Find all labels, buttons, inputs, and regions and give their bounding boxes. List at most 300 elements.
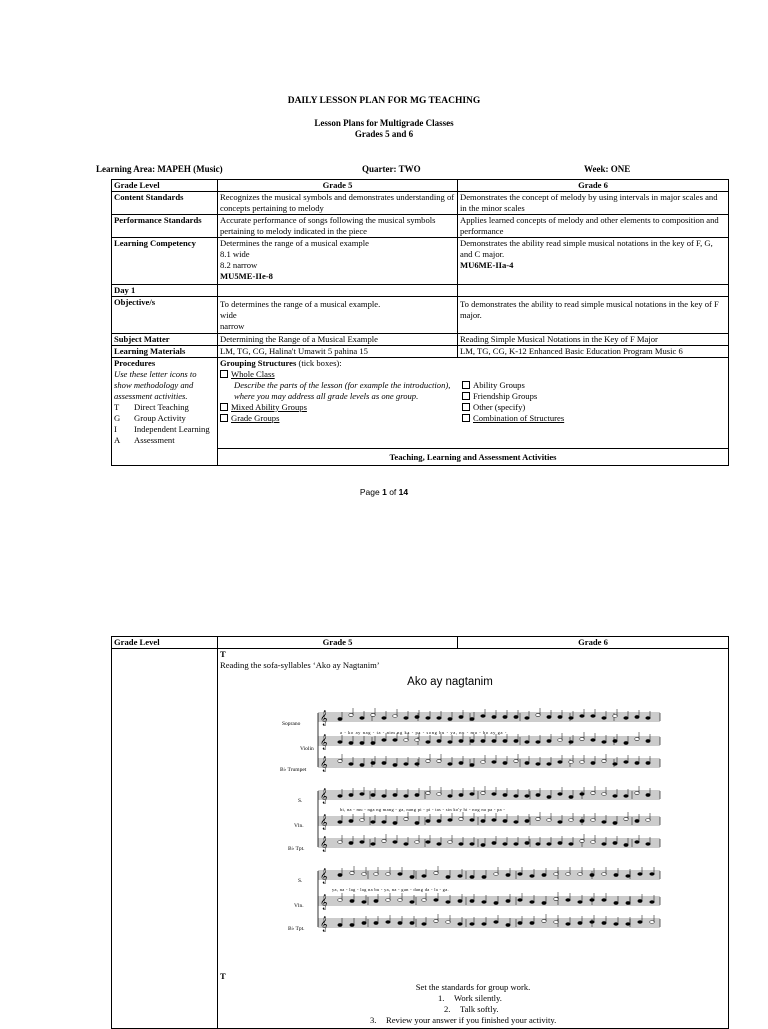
- note-head: [503, 820, 507, 823]
- header-grade-5: Grade 5: [218, 180, 458, 192]
- note-head: [382, 762, 386, 765]
- instrument-vln-3: Vln.: [294, 903, 304, 909]
- note-head: [374, 873, 378, 876]
- instrument-tpt-3: B♭ Tpt.: [288, 926, 305, 932]
- note-head: [371, 821, 375, 824]
- performance-standards-g6: Applies learned concepts of melody and other elements to composition and performance: [458, 215, 729, 238]
- note-head: [437, 760, 441, 763]
- procedures-instructions: Use these letter icons to show methodology and assessment activities.: [114, 369, 197, 401]
- page-of: of: [386, 487, 399, 497]
- activities-left-cell: [112, 649, 218, 1029]
- content-standards-g6: Demonstrates the concept of melody by using intervals in major scales and in the minor scales: [458, 192, 729, 215]
- quarter: Quarter: TWO: [362, 164, 421, 174]
- note-head: [338, 924, 342, 927]
- note-head: [613, 715, 617, 718]
- note-head: [470, 876, 474, 879]
- other-label: Other (specify): [473, 402, 526, 412]
- note-head: [547, 763, 551, 766]
- note-head: [422, 899, 426, 902]
- note-head: [536, 714, 540, 717]
- note-head: [613, 795, 617, 798]
- note-head: [525, 741, 529, 744]
- note-head: [514, 740, 518, 743]
- lyrics-line-3: ya, na - lag - lag na bu - ya, na - gan - dang da - la - ga.: [332, 887, 449, 892]
- note-head: [569, 819, 573, 822]
- note-head: [503, 794, 507, 797]
- tla-header: Teaching, Learning and Assessment Activities: [218, 449, 729, 466]
- instrument-soprano: Soprano: [282, 721, 301, 727]
- checkbox-combination[interactable]: [462, 413, 564, 424]
- note-head: [566, 923, 570, 926]
- row-label-learning-competency: Learning Competency: [112, 238, 218, 285]
- note-head: [458, 875, 462, 878]
- note-head: [536, 741, 540, 744]
- lyrics-line-2: bi, na - mu - nga ng mang - ga, nang pi - pi - tas - sin ko'y hi - nog na pa - pa -: [340, 807, 506, 812]
- standard-item: [220, 1004, 726, 1015]
- note-head: [482, 923, 486, 926]
- note-head: [602, 760, 606, 763]
- objective-g5-text: To determines the range of a musical example.: [220, 299, 381, 309]
- note-head: [415, 841, 419, 844]
- note-head: [530, 901, 534, 904]
- note-head: [422, 875, 426, 878]
- note-head: [434, 920, 438, 923]
- note-head: [404, 843, 408, 846]
- note-head: [566, 873, 570, 876]
- note-head: [374, 922, 378, 925]
- note-head: [404, 818, 408, 821]
- instrument-vln-2: Vln.: [294, 823, 304, 829]
- page-total: 14: [398, 487, 409, 497]
- note-head: [635, 841, 639, 844]
- learning-competency-g6: [458, 238, 729, 285]
- content-standards-g5: Recognizes the musical symbols and demonstrates understanding of concepts pertaining to melody: [218, 192, 458, 215]
- note-head: [638, 900, 642, 903]
- note-head: [338, 899, 342, 902]
- note-head: [481, 715, 485, 718]
- note-head: [470, 923, 474, 926]
- note-head: [591, 819, 595, 822]
- note-head: [558, 842, 562, 845]
- note-head: [536, 843, 540, 846]
- note-head: [448, 819, 452, 822]
- objective-g5-narrow: narrow: [220, 321, 245, 331]
- instrument-trumpet: B♭ Trumpet: [280, 767, 307, 773]
- checkbox-icon[interactable]: [462, 392, 470, 400]
- note-head: [542, 902, 546, 905]
- note-head: [426, 760, 430, 763]
- song-title: Ako ay nagtanim: [407, 676, 493, 688]
- note-head: [393, 764, 397, 767]
- note-head: [602, 793, 606, 796]
- checkbox-other[interactable]: [462, 402, 564, 413]
- learning-materials-g6: LM, TG, CG, K-12 Enhanced Basic Education Program Music 6: [458, 346, 729, 358]
- note-head: [626, 923, 630, 926]
- checkbox-icon[interactable]: [462, 381, 470, 389]
- note-head: [492, 740, 496, 743]
- note-head: [470, 740, 474, 743]
- note-head: [494, 902, 498, 905]
- note-head: [481, 740, 485, 743]
- note-head: [448, 718, 452, 721]
- page-prefix: Page: [359, 487, 383, 497]
- sheet-music-image: [220, 671, 680, 971]
- row-label-content-standards: Content Standards: [112, 192, 218, 215]
- note-head: [602, 717, 606, 720]
- note-head: [547, 843, 551, 846]
- note-head: [503, 762, 507, 765]
- note-head: [558, 716, 562, 719]
- note-head: [503, 740, 507, 743]
- note-head: [614, 874, 618, 877]
- learning-competency-g5: [218, 238, 458, 285]
- note-head: [410, 922, 414, 925]
- note-head: [393, 739, 397, 742]
- note-head: [626, 875, 630, 878]
- note-head: [338, 841, 342, 844]
- note-head: [554, 898, 558, 901]
- legend-letter: T: [114, 402, 120, 412]
- note-head: [624, 844, 628, 847]
- note-head: [492, 819, 496, 822]
- note-head: [470, 718, 474, 721]
- note-head: [422, 923, 426, 926]
- note-head: [382, 717, 386, 720]
- note-head: [580, 738, 584, 741]
- checkbox-ability-groups[interactable]: [462, 380, 564, 391]
- learning-area: Learning Area: MAPEH (Music): [96, 164, 223, 174]
- note-head: [514, 760, 518, 763]
- activities-table: [111, 636, 729, 1029]
- note-head: [371, 762, 375, 765]
- note-head: [393, 715, 397, 718]
- legend-text: Direct Teaching: [134, 402, 189, 412]
- objective-g5-wide: wide: [220, 310, 237, 320]
- row-label-learning-materials: Learning Materials: [112, 346, 218, 358]
- note-head: [646, 819, 650, 822]
- note-head: [530, 875, 534, 878]
- note-head: [458, 900, 462, 903]
- note-head: [646, 762, 650, 765]
- note-head: [371, 794, 375, 797]
- treble-clef-icon: 𝄞: [320, 837, 328, 852]
- checkbox-friendship-groups[interactable]: [462, 391, 564, 402]
- note-head: [518, 873, 522, 876]
- treble-clef-icon: 𝄞: [320, 757, 328, 772]
- note-head: [415, 822, 419, 825]
- note-head: [536, 794, 540, 797]
- note-head: [448, 741, 452, 744]
- note-head: [360, 793, 364, 796]
- note-head: [650, 921, 654, 924]
- note-head: [470, 793, 474, 796]
- note-head: [635, 762, 639, 765]
- note-head: [650, 901, 654, 904]
- note-head: [591, 762, 595, 765]
- note-head: [393, 794, 397, 797]
- combination-label: Combination of Structures: [473, 413, 565, 423]
- mixed-ability-label: Mixed Ability Groups: [231, 402, 307, 412]
- procedures-label: Procedures: [114, 358, 156, 368]
- checkbox-icon[interactable]: [220, 370, 228, 378]
- competency-g5-wide: 8.1 wide: [220, 249, 250, 259]
- grouping-right-column: [462, 380, 564, 424]
- note-head: [646, 740, 650, 743]
- note-head: [362, 873, 366, 876]
- page-number: [0, 487, 768, 498]
- note-head: [580, 820, 584, 823]
- note-head: [624, 742, 628, 745]
- note-head: [338, 874, 342, 877]
- note-head: [362, 901, 366, 904]
- standard-text: Talk softly.: [460, 1004, 499, 1014]
- note-head: [506, 874, 510, 877]
- note-head: [360, 841, 364, 844]
- note-head: [382, 840, 386, 843]
- friendship-groups-label: Friendship Groups: [473, 391, 538, 401]
- whole-class-description: Describe the parts of the lesson (for example the introduction), where you may address all grade levels as one group.: [234, 380, 451, 401]
- note-head: [404, 795, 408, 798]
- treble-clef-icon: 𝄞: [320, 869, 328, 884]
- standard-text: Work silently.: [454, 993, 502, 1003]
- note-head: [580, 715, 584, 718]
- note-head: [492, 793, 496, 796]
- note-head: [514, 821, 518, 824]
- performance-standards-g5: Accurate performance of songs following the musical symbols pertaining to melody indicated in the piece: [218, 215, 458, 238]
- subject-matter-g6: Reading Simple Musical Notations in the Key of F Major: [458, 334, 729, 346]
- note-head: [349, 820, 353, 823]
- instrument-violin: Violin: [300, 746, 314, 752]
- note-head: [494, 921, 498, 924]
- note-head: [506, 924, 510, 927]
- note-head: [415, 739, 419, 742]
- row-label-day: Day 1: [112, 285, 218, 297]
- note-head: [514, 843, 518, 846]
- note-head: [459, 794, 463, 797]
- checkbox-icon[interactable]: [462, 414, 470, 422]
- note-head: [398, 899, 402, 902]
- note-head: [482, 876, 486, 879]
- note-head: [492, 761, 496, 764]
- reading-instruction: Reading the sofa-syllables ‘Ako ay Nagtanim’: [220, 660, 380, 670]
- note-head: [602, 821, 606, 824]
- note-head: [426, 820, 430, 823]
- note-head: [459, 818, 463, 821]
- note-head: [525, 717, 529, 720]
- note-head: [371, 843, 375, 846]
- note-head: [382, 739, 386, 742]
- note-head: [547, 796, 551, 799]
- note-head: [578, 873, 582, 876]
- note-head: [503, 843, 507, 846]
- note-head: [542, 874, 546, 877]
- header-grade-5-2: Grade 5: [218, 637, 458, 649]
- legend-text: Independent Learning: [134, 424, 210, 434]
- note-head: [398, 922, 402, 925]
- note-head: [525, 820, 529, 823]
- note-head: [547, 819, 551, 822]
- activities-content-cell: [218, 649, 729, 1029]
- note-head: [558, 761, 562, 764]
- treble-clef-icon: 𝄞: [320, 917, 328, 932]
- competency-g5-text: Determines the range of a musical example: [220, 238, 369, 248]
- note-head: [590, 874, 594, 877]
- note-head: [635, 716, 639, 719]
- competency-g5-narrow: 8.2 narrow: [220, 260, 258, 270]
- standard-number: 1.: [438, 993, 445, 1003]
- note-head: [635, 820, 639, 823]
- note-head: [437, 843, 441, 846]
- note-head: [547, 716, 551, 719]
- note-head: [635, 792, 639, 795]
- note-head: [437, 740, 441, 743]
- note-head: [434, 899, 438, 902]
- day-g5: [218, 285, 458, 297]
- note-head: [591, 841, 595, 844]
- note-head: [602, 899, 606, 902]
- grade-groups-label: Grade Groups: [231, 413, 280, 423]
- note-head: [459, 762, 463, 765]
- note-head: [569, 796, 573, 799]
- standard-number: 2.: [444, 1004, 451, 1014]
- header-grade-level: Grade Level: [112, 180, 218, 192]
- standard-item: [220, 993, 726, 1004]
- note-head: [506, 900, 510, 903]
- header-grade-6-2: Grade 6: [458, 637, 729, 649]
- instrument-s-2: S.: [298, 798, 303, 804]
- note-head: [446, 876, 450, 879]
- treble-clef-icon: 𝄞: [320, 789, 328, 804]
- note-head: [578, 922, 582, 925]
- note-head: [386, 873, 390, 876]
- legend-item: [114, 413, 215, 424]
- note-head: [470, 843, 474, 846]
- document-subtitle-1: Lesson Plans for Multigrade Classes: [314, 118, 454, 128]
- objectives-g6: To demonstrates the ability to read simple musical notations in the key of F major.: [458, 297, 729, 334]
- checkbox-icon[interactable]: [220, 403, 228, 411]
- note-head: [338, 718, 342, 721]
- ability-groups-label: Ability Groups: [473, 380, 525, 390]
- note-head: [448, 763, 452, 766]
- note-head: [554, 873, 558, 876]
- note-head: [349, 763, 353, 766]
- note-head: [393, 822, 397, 825]
- document-subtitle-2: Grades 5 and 6: [354, 129, 414, 139]
- note-head: [448, 841, 452, 844]
- row-label-objectives: Objective/s: [112, 297, 218, 334]
- note-head: [386, 921, 390, 924]
- method-letter-t: T: [220, 649, 226, 659]
- note-head: [371, 714, 375, 717]
- standard-text: Review your answer if you finished your activity.: [386, 1015, 557, 1025]
- note-head: [602, 873, 606, 876]
- note-head: [536, 818, 540, 821]
- note-head: [566, 899, 570, 902]
- note-head: [569, 761, 573, 764]
- note-head: [624, 818, 628, 821]
- note-head: [481, 761, 485, 764]
- header-grade-6: Grade 6: [458, 180, 729, 192]
- competency-g5-code: MU5ME-IIe-8: [220, 271, 273, 281]
- note-head: [338, 760, 342, 763]
- note-head: [569, 843, 573, 846]
- note-head: [448, 795, 452, 798]
- note-head: [360, 742, 364, 745]
- note-head: [398, 873, 402, 876]
- week: Week: ONE: [584, 164, 631, 174]
- note-head: [613, 842, 617, 845]
- note-head: [638, 921, 642, 924]
- note-head: [459, 716, 463, 719]
- legend-item: [114, 402, 215, 413]
- legend-item: [114, 435, 215, 446]
- note-head: [494, 873, 498, 876]
- note-head: [558, 739, 562, 742]
- note-head: [338, 741, 342, 744]
- note-head: [614, 902, 618, 905]
- note-head: [371, 742, 375, 745]
- note-head: [426, 741, 430, 744]
- checkbox-whole-class[interactable]: [220, 369, 726, 380]
- treble-clef-icon: 𝄞: [320, 735, 328, 750]
- note-head: [525, 795, 529, 798]
- checkbox-icon[interactable]: [220, 414, 228, 422]
- legend-letter: I: [114, 424, 117, 434]
- grouping-structures-cell: [218, 358, 729, 449]
- instrument-s-3: S.: [298, 878, 303, 884]
- note-head: [613, 822, 617, 825]
- row-label-performance-standards: Performance Standards: [112, 215, 218, 238]
- subject-matter-g5: Determining the Range of a Musical Example: [218, 334, 458, 346]
- document-title: DAILY LESSON PLAN FOR MG TEACHING: [287, 96, 481, 106]
- note-head: [646, 794, 650, 797]
- standard-item: [220, 1015, 726, 1026]
- day-g6: [458, 285, 729, 297]
- note-head: [415, 763, 419, 766]
- note-head: [602, 843, 606, 846]
- row-label-subject-matter: Subject Matter: [112, 334, 218, 346]
- treble-clef-icon: 𝄞: [320, 711, 328, 726]
- note-head: [349, 794, 353, 797]
- procedures-cell: [112, 358, 218, 466]
- note-head: [624, 795, 628, 798]
- note-head: [591, 792, 595, 795]
- note-head: [530, 922, 534, 925]
- note-head: [434, 872, 438, 875]
- standards-list: [220, 993, 726, 1026]
- note-head: [470, 900, 474, 903]
- note-head: [580, 840, 584, 843]
- note-head: [350, 872, 354, 875]
- whole-class-label: Whole Class: [231, 369, 275, 379]
- note-head: [514, 795, 518, 798]
- note-head: [437, 820, 441, 823]
- note-head: [602, 922, 606, 925]
- procedure-legend: [114, 402, 215, 446]
- note-head: [437, 717, 441, 720]
- note-head: [614, 923, 618, 926]
- music-staves: [220, 671, 680, 971]
- note-head: [458, 923, 462, 926]
- note-head: [613, 740, 617, 743]
- note-head: [536, 763, 540, 766]
- note-head: [404, 763, 408, 766]
- checkbox-icon[interactable]: [462, 403, 470, 411]
- note-head: [360, 717, 364, 720]
- note-head: [410, 876, 414, 879]
- note-head: [382, 821, 386, 824]
- note-head: [446, 901, 450, 904]
